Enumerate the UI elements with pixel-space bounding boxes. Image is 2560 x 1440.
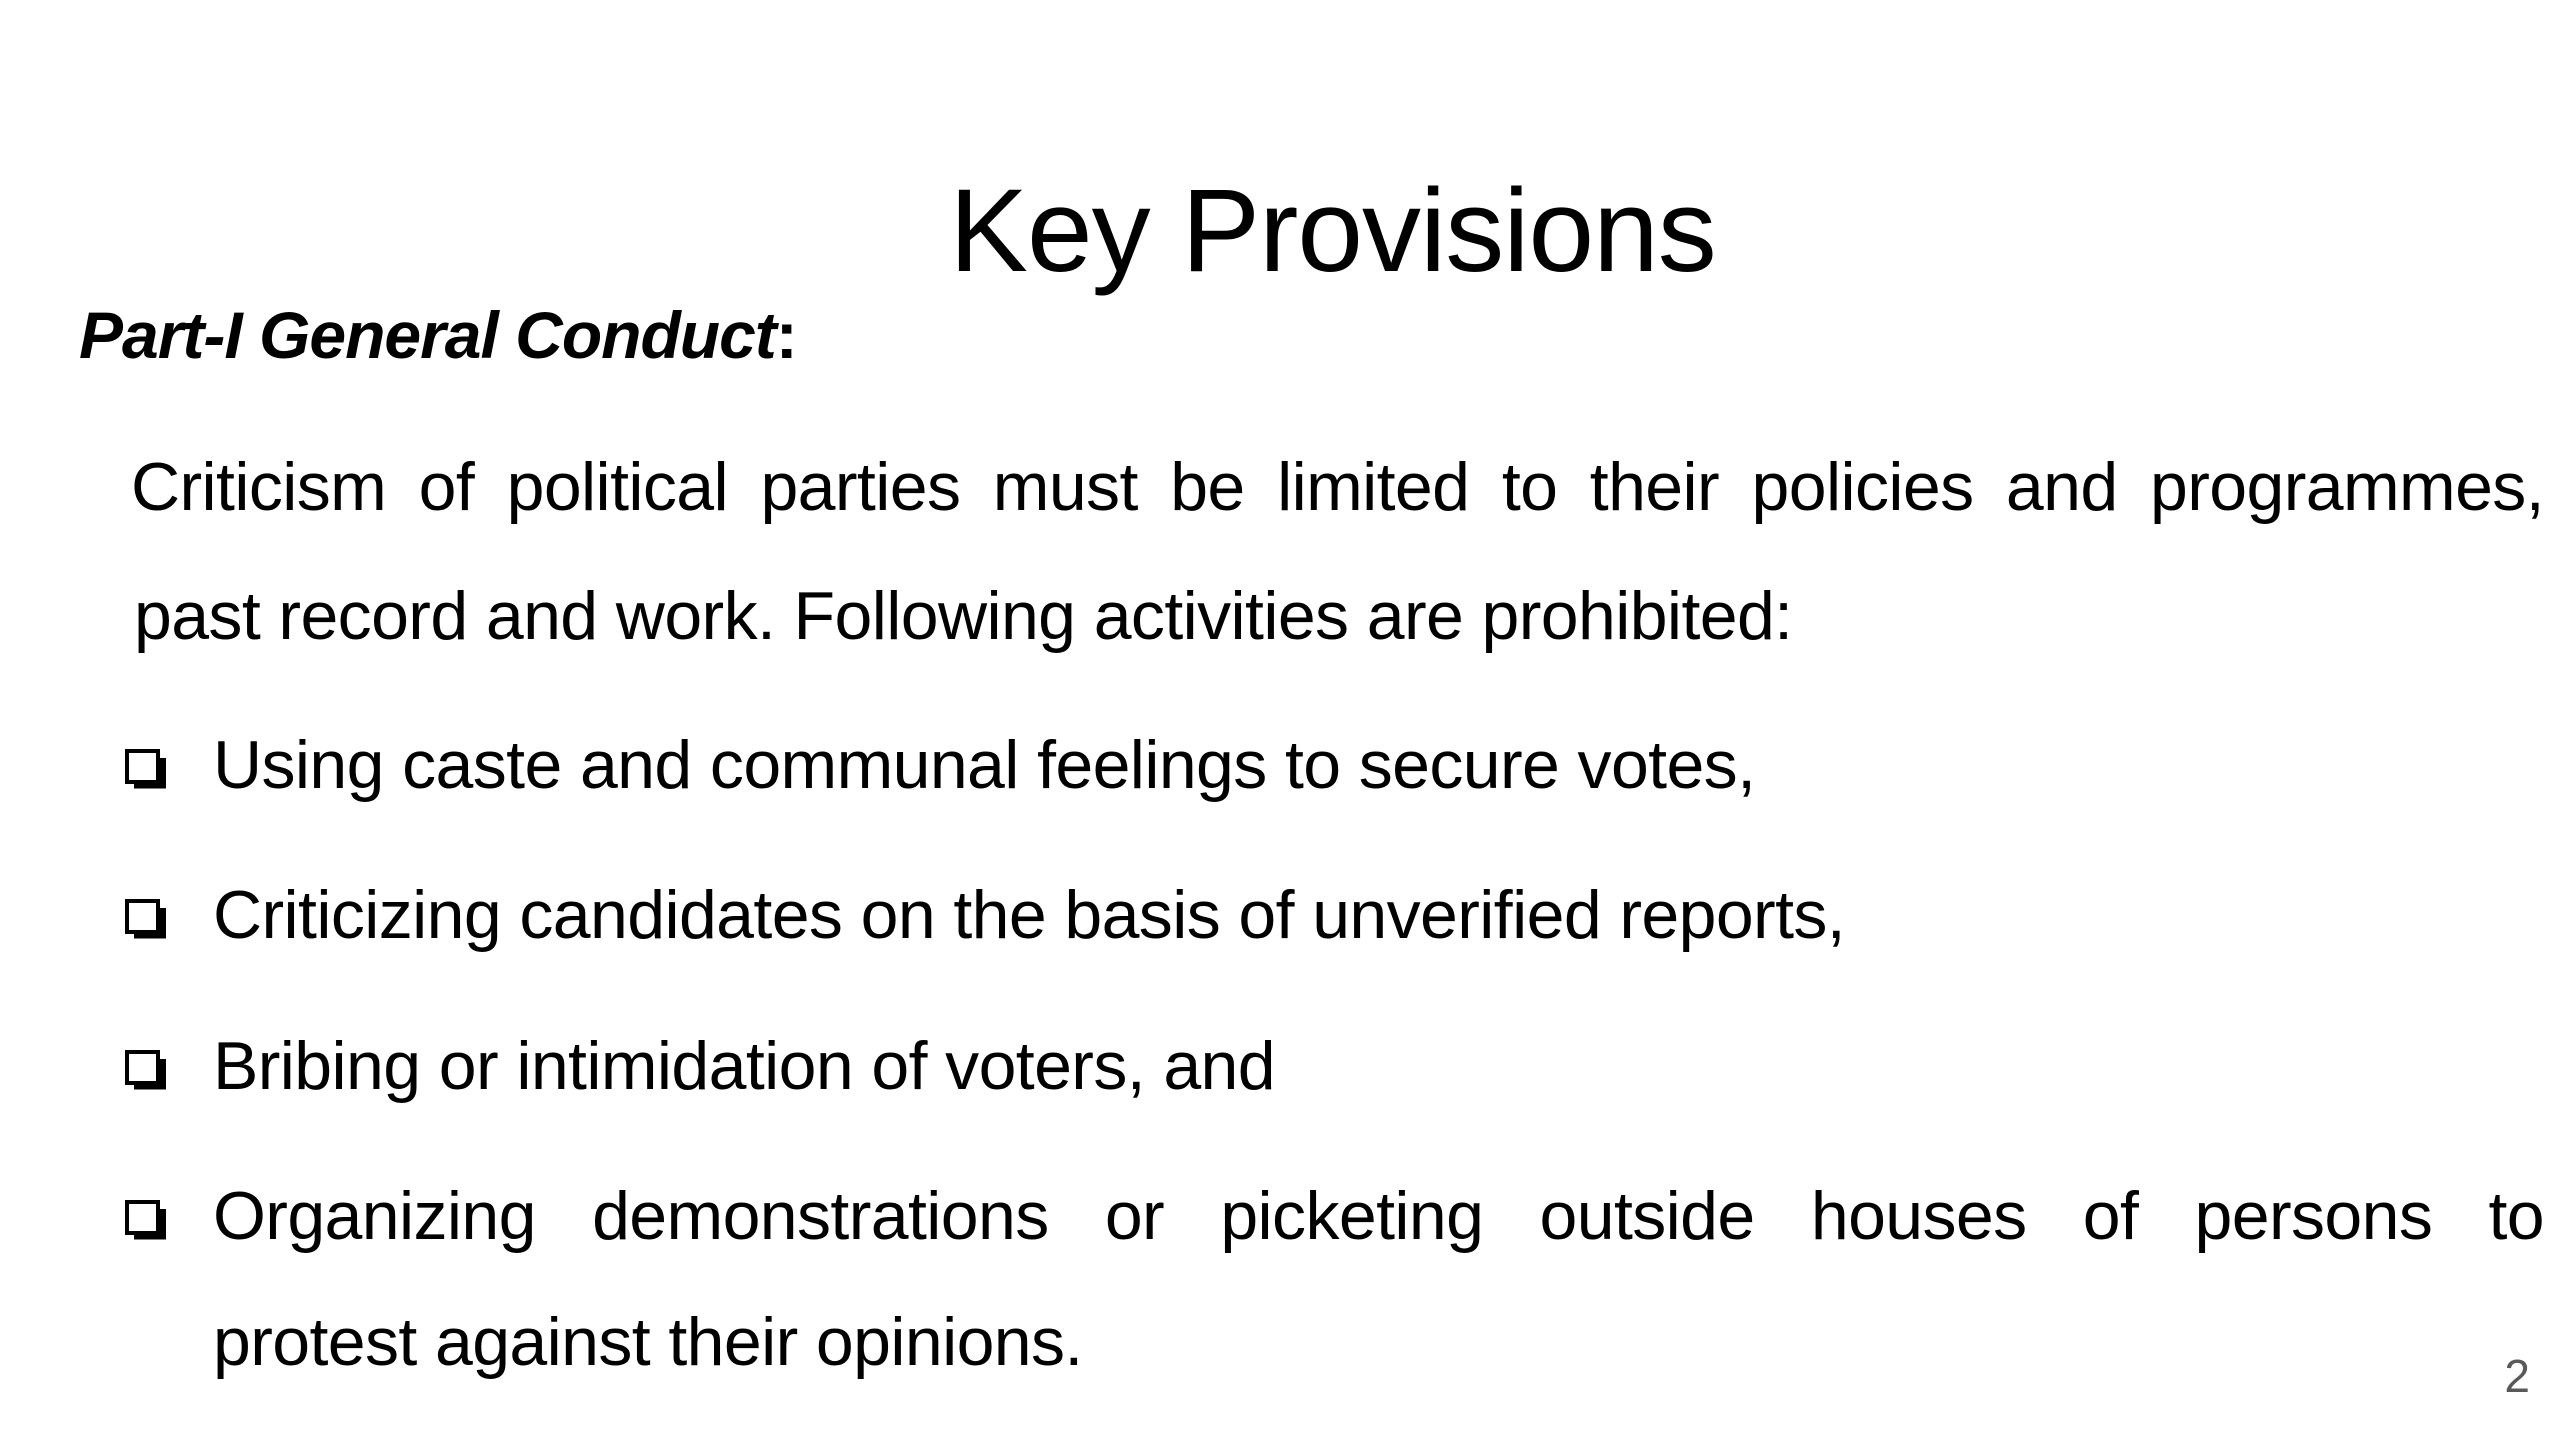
bullet-text-3: Bribing or intimidation of voters, and bbox=[213, 1028, 1275, 1104]
hollow-square-bullet-icon bbox=[124, 1049, 166, 1091]
section-heading-text: Part-I General Conduct bbox=[79, 298, 776, 372]
bullet-text-4: Organizing demonstrations or picketing outside houses of persons to bbox=[213, 1178, 2544, 1254]
bullet-text-1: Using caste and communal feelings to secure votes, bbox=[213, 727, 1756, 803]
bullet-item-4 bbox=[124, 1171, 2544, 1261]
slide-page-number: 2 bbox=[2504, 1350, 2530, 1402]
bullet-item-2 bbox=[124, 870, 2544, 960]
bullet-item-1 bbox=[124, 720, 2544, 810]
intro-line-2: past record and work. Following activities are prohibited: bbox=[134, 578, 1793, 654]
bullet-text-2: Criticizing candidates on the basis of unverified reports, bbox=[213, 877, 1846, 953]
intro-line-1: Criticism of political parties must be limited to their policies and programmes, bbox=[131, 449, 2544, 525]
section-heading-colon: : bbox=[775, 298, 798, 372]
section-heading bbox=[79, 290, 798, 380]
hollow-square-bullet-icon bbox=[124, 1199, 166, 1241]
hollow-square-bullet-icon bbox=[124, 898, 166, 940]
bullet-item-3 bbox=[124, 1021, 2544, 1111]
slide-title: Key Provisions bbox=[949, 165, 1716, 298]
bullet-text-4-continuation: protest against their opinions. bbox=[213, 1304, 1083, 1380]
hollow-square-bullet-icon bbox=[124, 748, 166, 790]
